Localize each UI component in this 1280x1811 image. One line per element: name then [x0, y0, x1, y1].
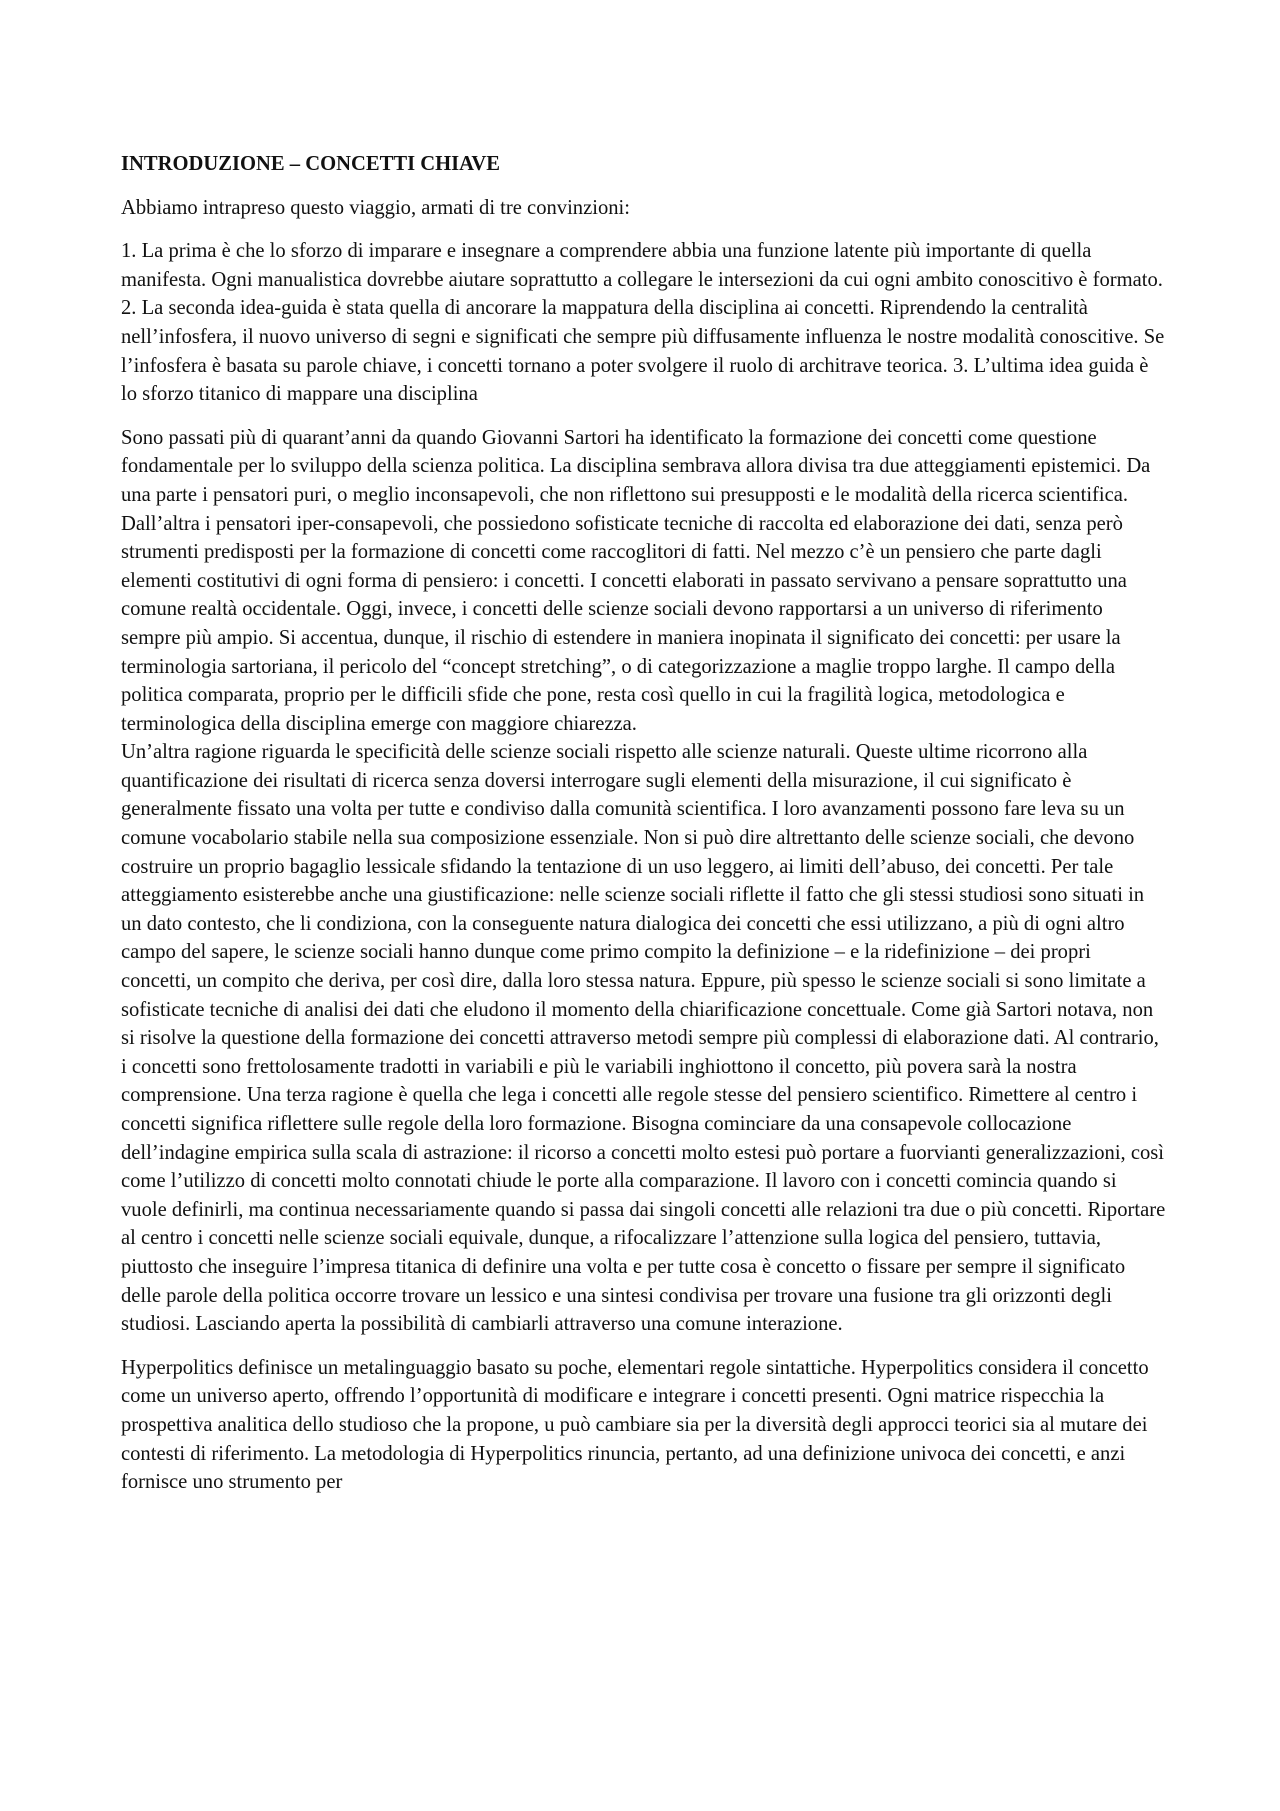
document-title: INTRODUZIONE – CONCETTI CHIAVE: [121, 153, 500, 175]
paragraph-sartori: Sono passati più di quarant’anni da quando Giovanni Sartori ha identificato la formazione dei concetti come questione fondamentale per lo sviluppo della scienza politica. La disciplina sembrava allora divisa tra due atteggiamenti epistemici. Da una parte i pensatori puri, o meglio inconsapevoli, che non riflettono sui presupposti e le modalità della ricerca scientifica. Dall’altra i pensatori iper-consapevoli, che possiedono sofisticate tecniche di raccolta ed elaborazione dei dati, senza però strumenti predisposti per la formazione di concetti come raccoglitori di fatti. Nel mezzo c’è un pensiero che parte dagli elementi costitutivi di ogni forma di pensiero: i concetti. I concetti elaborati in passato servivano a pensare soprattutto una comune realtà occidentale. Oggi, invece, i concetti delle scienze sociali devono rapportarsi a un universo di riferimento sempre più ampio. Si accentua, dunque, il rischio di estendere in maniera inopinata il significato dei concetti: per usare la terminologia sartoriana, il pericolo del “concept stretching”, o di categorizzazione a maglie troppo larghe. Il campo della politica comparata, proprio per le difficili sfide che pone, resta così quello in cui la fragilità logica, metodologica e terminologica della disciplina emerge con maggiore chiarezza.: [121, 426, 1151, 735]
paragraph-convictions: 1. La prima è che lo sforzo di imparare e insegnare a comprendere abbia una funzione latente più importante di quella manifesta. Ogni manualistica dovrebbe aiutare soprattutto a collegare le intersezioni da cui ogni ambito conoscitivo è formato. 2. La seconda idea-guida è stata quella di ancorare la mappatura della disciplina ai concetti. Riprendendo la centralità nell’infosfera, il nuovo universo di segni e significati che sempre più diffusamente influenza le nostre modalità conoscitive. Se l’infosfera è basata su parole chiave, i concetti tornano a poter svolgere il ruolo di architrave teorica. 3. L’ultima idea guida è lo sforzo titanico di mappare una disciplina: [121, 240, 1165, 406]
paragraph-social-sciences: Un’altra ragione riguarda le specificità delle scienze sociali rispetto alle scienze naturali. Queste ultime ricorrono alla quantificazione dei risultati di ricerca senza doversi interrogare sugli elementi della misurazione, il cui significato è generalmente fissato una volta per tutte e condiviso dalla comunità scientifica. I loro avanzamenti possono fare leva su un comune vocabolario stabile nella sua composizione essenziale. Non si può dire altrettanto delle scienze sociali, che devono costruire un proprio bagaglio lessicale sfidando la tentazione di un uso leggero, ai limiti dell’abuso, dei concetti. Per tale atteggiamento esisterebbe anche una giustificazione: nelle scienze sociali riflette il fatto che gli stessi studiosi sono situati in un dato contesto, che li condiziona, con la conseguente natura dialogica dei concetti che essi utilizzano, a più di ogni altro campo del sapere, le scienze sociali hanno dunque come primo compito la definizione – e la ridefinizione – dei propri concetti, un compito che deriva, per così dire, dalla loro stessa natura. Eppure, più spesso le scienze sociali si sono limitate a sofisticate tecniche di analisi dei dati che eludono il momento della chiarificazione concettuale. Come già Sartori notava, non si risolve la questione della formazione dei concetti attraverso metodi sempre più complessi di elaborazione dati. Al contrario, i concetti sono frettolosamente tradotti in variabili e più le variabili inghiottono il concetto, più povera sarà la nostra comprensione. Una terza ragione è quella che lega i concetti alle regole stesse del pensiero scientifico. Rimettere al centro i concetti significa riflettere sulle regole della loro formazione. Bisogna cominciare da una consapevole collocazione dell’indagine empirica sulla scala di astrazione: il ricorso a concetti molto estesi può portare a fuorvianti generalizzazioni, così come l’utilizzo di concetti molto connotati chiude le porte alla comparazione. Il lavoro con i concetti comincia quando si vuole definirli, ma continua necessariamente quando si passa dai singoli concetti alle relazioni tra due o più concetti. Riportare al centro i concetti nelle scienze sociali equivale, dunque, a rifocalizzare l’attenzione sulla logica del pensiero, tuttavia, piuttosto che inseguire l’impresa titanica di definire una volta e per tutte cosa è concetto o fissare per sempre il significato delle parole della politica occorre trovare un lessico e una sintesi condivisa per trovare una fusione tra gli orizzonti degli studiosi. Lasciando aperta la possibilità di cambiarli attraverso una comune interazione.: [121, 741, 1166, 1336]
paragraph-hyperpolitics: Hyperpolitics definisce un metalinguaggio basato su poche, elementari regole sintattiche. Hyperpolitics considera il concetto come un universo aperto, offrendo l’opportunità di modificare e integrare i concetti presenti. Ogni matrice rispecchia la prospettiva analitica dello studioso che la propone, u può cambiare sia per la diversità degli approcci teorici sia al mutare dei contesti di riferimento. La metodologia di Hyperpolitics rinuncia, pertanto, ad una definizione univoca dei concetti, e anzi fornisce uno strumento per: [121, 1356, 1149, 1494]
document-page: [121, 150, 1166, 1512]
paragraph-intro: Abbiamo intrapreso questo viaggio, armati di tre convinzioni:: [121, 196, 631, 219]
